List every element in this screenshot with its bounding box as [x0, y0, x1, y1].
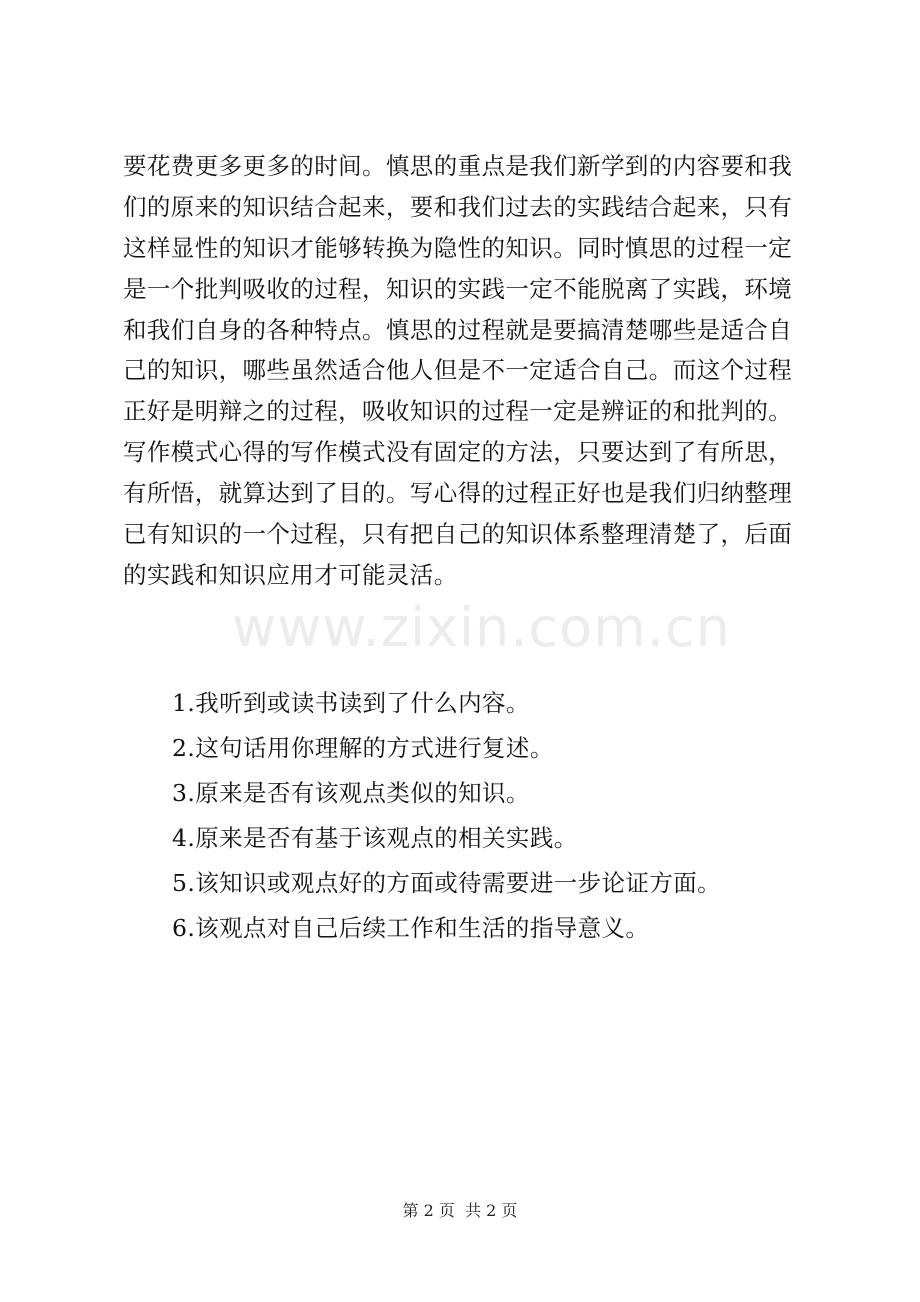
- body-paragraph: [123, 146, 823, 596]
- paragraph-line: 的实践和知识应用才可能灵活。: [123, 560, 458, 589]
- paragraph-line: 要花费更多更多的时间。慎思的重点是我们新学到的内容要和我: [123, 152, 793, 180]
- paragraph-line: 写作模式心得的写作模式没有固定的方法，只要达到了有所思，: [123, 438, 793, 467]
- list-item: 4.原来是否有基于该观点的相关实践。: [172, 824, 578, 852]
- list-item: 6.该观点对自己后续工作和生活的指导意义。: [172, 914, 650, 942]
- paragraph-line: 己的知识，哪些虽然适合他人但是不一定适合自己。而这个过程: [123, 356, 793, 385]
- paragraph-line: 们的原来的知识结合起来，要和我们过去的实践结合起来，只有: [123, 192, 793, 221]
- paragraph-line: 和我们自身的各种特点。慎思的过程就是要搞清楚哪些是适合自: [123, 315, 793, 344]
- list-item: 2.这句话用你理解的方式进行复述。: [172, 734, 554, 762]
- paragraph-line: 是一个批判吸收的过程，知识的实践一定不能脱离了实践，环境: [123, 274, 793, 303]
- list-item: 5.该知识或观点好的方面或待需要进一步论证方面。: [172, 869, 722, 897]
- page-footer: 第 2 页 共 2 页: [402, 1201, 518, 1220]
- paragraph-line: 有所悟，就算达到了目的。写心得的过程正好也是我们归纳整理: [123, 479, 793, 508]
- list-item: 3.原来是否有该观点类似的知识。: [172, 779, 530, 807]
- paragraph-line: 正好是明辩之的过程，吸收知识的过程一定是辨证的和批判的。: [123, 397, 793, 426]
- list-item: 1.我听到或读书读到了什么内容。: [172, 689, 530, 717]
- paragraph-line: 已有知识的一个过程，只有把自己的知识体系整理清楚了，后面: [123, 520, 793, 549]
- watermark: www.zixin.com.cn: [232, 596, 731, 659]
- paragraph-line: 这样显性的知识才能够转换为隐性的知识。同时慎思的过程一定: [123, 233, 793, 262]
- numbered-list: [172, 681, 812, 951]
